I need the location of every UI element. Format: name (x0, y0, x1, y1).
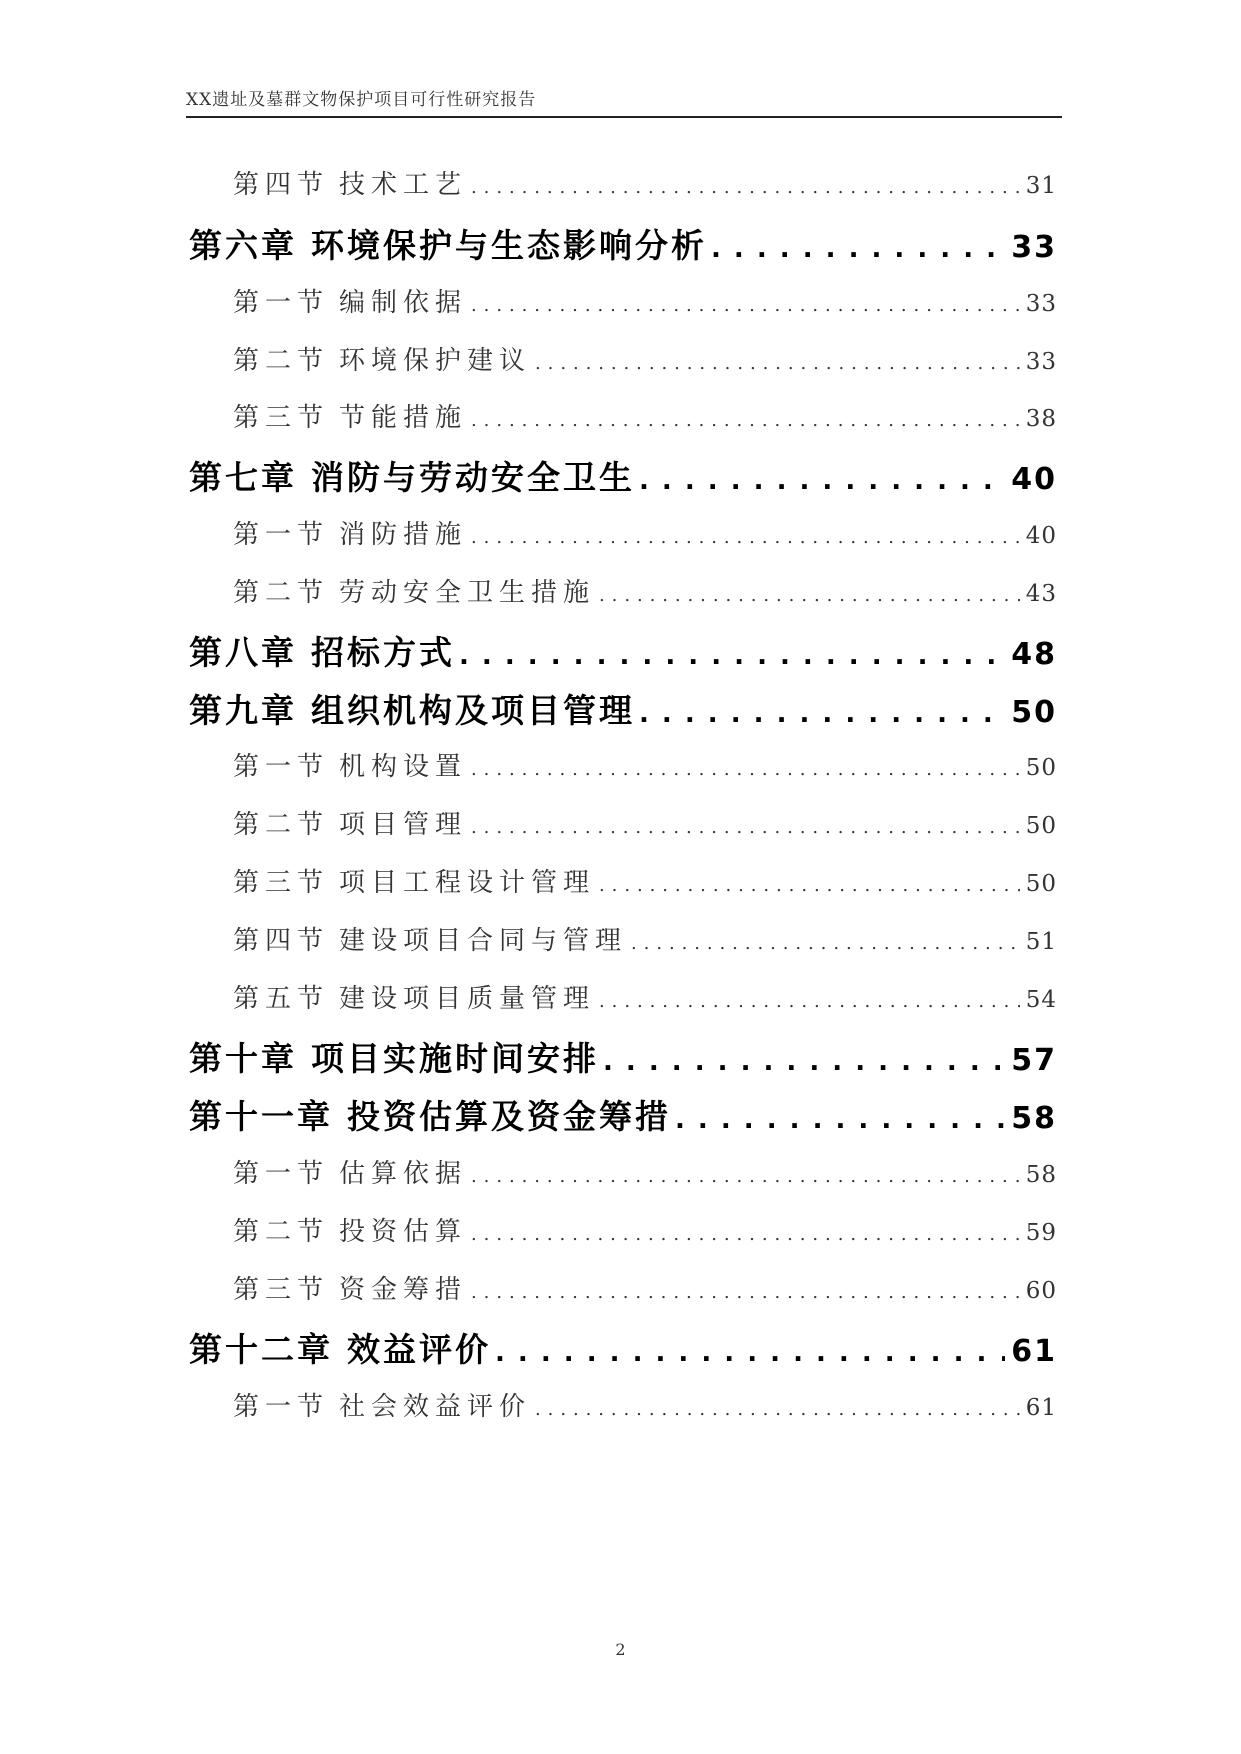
toc-title: 组织机构及项目管理 (311, 691, 635, 730)
toc-leader (459, 633, 1005, 672)
toc-page: 57 (1011, 1043, 1057, 1078)
toc-title: 投资估算 (339, 1217, 468, 1247)
toc-entry-chapter[interactable] (189, 452, 1057, 499)
toc-page: 61 (1025, 1395, 1057, 1421)
toc-number: 第二节 (233, 1217, 330, 1247)
toc-entry-section[interactable] (233, 862, 1057, 899)
toc-page: 54 (1025, 987, 1057, 1013)
toc-entry-section[interactable] (233, 340, 1057, 377)
toc-title: 建设项目合同与管理 (339, 926, 628, 956)
toc-number: 第二节 (233, 346, 330, 376)
toc-title: 编制依据 (339, 288, 468, 318)
toc-page: 43 (1025, 581, 1057, 607)
toc-leader (711, 226, 1005, 265)
toc-title: 消防措施 (339, 520, 468, 550)
toc-title: 机构设置 (339, 752, 468, 782)
toc-page: 33 (1025, 349, 1057, 375)
toc-number: 第三节 (233, 403, 330, 433)
toc-number: 第三节 (233, 868, 330, 898)
toc-leader (471, 810, 1020, 840)
toc-page: 50 (1011, 695, 1057, 730)
toc-page: 61 (1011, 1334, 1057, 1369)
toc-title: 建设项目质量管理 (339, 984, 596, 1014)
report-title: XX遗址及墓群文物保护项目可行性研究报告 (186, 90, 537, 110)
toc-title: 项目管理 (339, 810, 468, 840)
toc-number: 第一节 (233, 520, 330, 550)
toc-leader (603, 1039, 1005, 1078)
toc-page: 60 (1025, 1278, 1057, 1304)
toc-leader (471, 1217, 1020, 1247)
toc-entry-section[interactable] (233, 572, 1057, 609)
toc-page: 33 (1011, 230, 1057, 265)
toc-title: 环境保护建议 (339, 346, 532, 376)
toc-leader (535, 346, 1020, 376)
toc-entry-section[interactable] (233, 514, 1057, 551)
toc-leader (599, 984, 1020, 1014)
toc-number: 第二节 (233, 810, 330, 840)
toc-title: 项目实施时间安排 (311, 1039, 599, 1078)
toc-number: 第三节 (233, 1275, 330, 1305)
toc-number: 第一节 (233, 1159, 330, 1189)
toc-title: 社会效益评价 (339, 1392, 532, 1422)
toc-leader (599, 868, 1020, 898)
toc-number: 第四节 (233, 926, 330, 956)
toc-page: 59 (1025, 1220, 1057, 1246)
toc-title: 环境保护与生态影响分析 (311, 226, 707, 265)
toc-page: 58 (1025, 1162, 1057, 1188)
toc-leader (471, 520, 1020, 550)
toc-leader (471, 288, 1020, 318)
toc-leader (495, 1330, 1005, 1369)
toc-number: 第一节 (233, 288, 330, 318)
toc-entry-chapter[interactable] (189, 685, 1057, 732)
page-number: 2 (615, 1640, 626, 1659)
toc-page: 58 (1011, 1101, 1057, 1136)
toc-number: 第八章 (189, 633, 297, 672)
toc-entry-section[interactable] (233, 1211, 1057, 1248)
toc-number: 第九章 (189, 691, 297, 730)
toc-leader (471, 752, 1020, 782)
toc-page: 48 (1011, 637, 1057, 672)
toc-page: 50 (1025, 813, 1057, 839)
toc-title: 技术工艺 (339, 170, 468, 200)
toc-number: 第一节 (233, 1392, 330, 1422)
toc-entry-section[interactable] (233, 920, 1057, 957)
toc-leader (471, 170, 1020, 200)
toc-title: 效益评价 (347, 1330, 491, 1369)
toc-entry-chapter[interactable] (189, 1033, 1057, 1080)
toc-title: 项目工程设计管理 (339, 868, 596, 898)
toc-number: 第十一章 (189, 1097, 333, 1136)
toc-entry-chapter[interactable] (189, 1091, 1057, 1138)
toc-leader (639, 458, 1005, 497)
toc-number: 第七章 (189, 458, 297, 497)
toc-entry-section[interactable] (233, 1386, 1057, 1423)
toc-page: 51 (1025, 929, 1057, 955)
toc-page: 50 (1025, 755, 1057, 781)
toc-number: 第四节 (233, 170, 330, 200)
toc-entry-section[interactable] (233, 1153, 1057, 1190)
toc-leader (631, 926, 1020, 956)
toc-entry-section[interactable] (233, 978, 1057, 1015)
toc-leader (535, 1392, 1020, 1422)
toc-leader (471, 403, 1020, 433)
toc-title: 节能措施 (339, 403, 468, 433)
toc-entry-chapter[interactable] (189, 220, 1057, 267)
toc-entry-chapter[interactable] (189, 627, 1057, 674)
toc-leader (639, 691, 1005, 730)
toc-page: 38 (1025, 406, 1057, 432)
toc-page: 31 (1025, 173, 1057, 199)
toc-entry-section[interactable] (233, 164, 1057, 201)
toc-title: 资金筹措 (339, 1275, 468, 1305)
toc-entry-section[interactable] (233, 1269, 1057, 1306)
toc-number: 第十二章 (189, 1330, 333, 1369)
toc-leader (471, 1159, 1020, 1189)
toc-title: 消防与劳动安全卫生 (311, 458, 635, 497)
toc-title: 投资估算及资金筹措 (347, 1097, 671, 1136)
toc-entry-chapter[interactable] (189, 1324, 1057, 1371)
toc-page: 33 (1025, 291, 1057, 317)
toc-leader (599, 578, 1020, 608)
toc-entry-section[interactable] (233, 804, 1057, 841)
toc-title: 劳动安全卫生措施 (339, 578, 596, 608)
toc-entry-section[interactable] (233, 397, 1057, 434)
toc-number: 第十章 (189, 1039, 297, 1078)
toc-number: 第一节 (233, 752, 330, 782)
toc-number: 第六章 (189, 226, 297, 265)
toc-page: 40 (1011, 462, 1057, 497)
toc-title: 招标方式 (311, 633, 455, 672)
toc-leader (675, 1097, 1005, 1136)
toc-number: 第二节 (233, 578, 330, 608)
toc-leader (471, 1275, 1020, 1305)
toc-title: 估算依据 (339, 1159, 468, 1189)
toc-page: 40 (1025, 523, 1057, 549)
toc-entry-section[interactable] (233, 282, 1057, 319)
toc-entry-section[interactable] (233, 746, 1057, 783)
toc-page: 50 (1025, 871, 1057, 897)
toc-number: 第五节 (233, 984, 330, 1014)
